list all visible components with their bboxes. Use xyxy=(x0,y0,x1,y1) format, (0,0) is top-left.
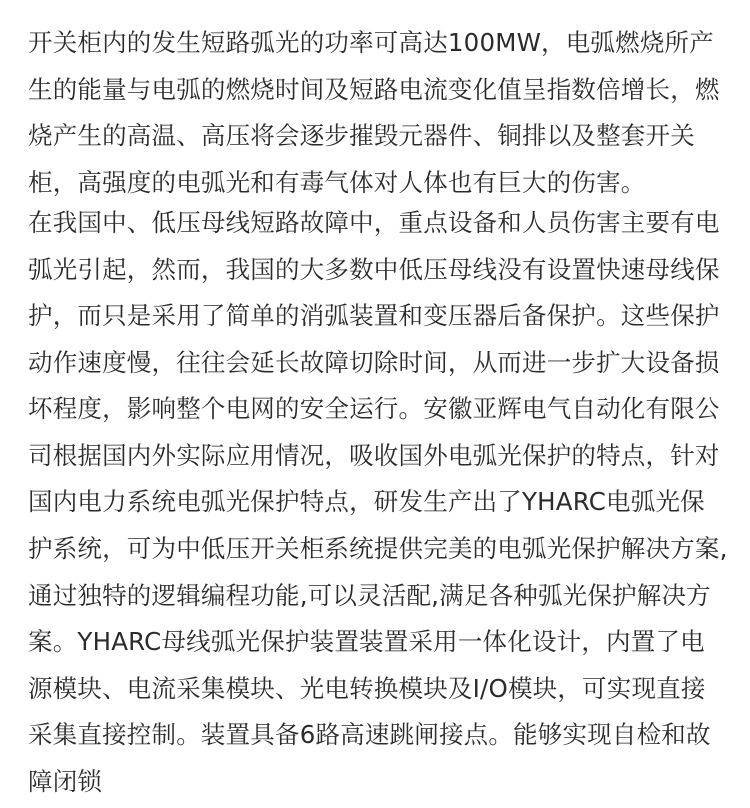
article-body xyxy=(28,20,728,805)
article-paragraph-2: 在我国中、低压母线短路故障中，重点设备和人员伤害主要有电弧光引起，然而，我国的大多数中低压母线没有设置快速母线保护，而只是采用了简单的消弧装置和变压器后备保护。这些保护动作速度慢，往往会延长故障切除时间，从而进一步扩大设备损坏程度，影响整个电网的安全运行。安徽亚辉电气自动化有限公司根据国内外实际应用情况，吸收国外电弧光保护的特点，针对国内电力系统电弧光保护特点，研发生产出了YHARC电弧光保护系统，可为中低压开关柜系统提供完美的电弧光保护解决方案,通过独特的逻辑编程功能,可以灵活配,满足各种弧光保护解决方案。YHARC母线弧光保护装置装置采用一体化设计，内置了电源模块、电流采集模块、光电转换模块及I/O模块，可实现直接采集直接控制。装置具备6路高速跳闸接点。能够实现自检和故障闭锁 xyxy=(28,208,728,796)
article-paragraph-1: 开关柜内的发生短路弧光的功率可高达100MW，电弧燃烧所产生的能量与电弧的燃烧时间及短路电流变化值呈指数倍增长，燃烧产生的高温、高压将会逐步摧毁元器件、铜排以及整套开关柜，高强度的电弧光和有毒气体对人体也有巨大的伤害。 xyxy=(28,28,720,197)
